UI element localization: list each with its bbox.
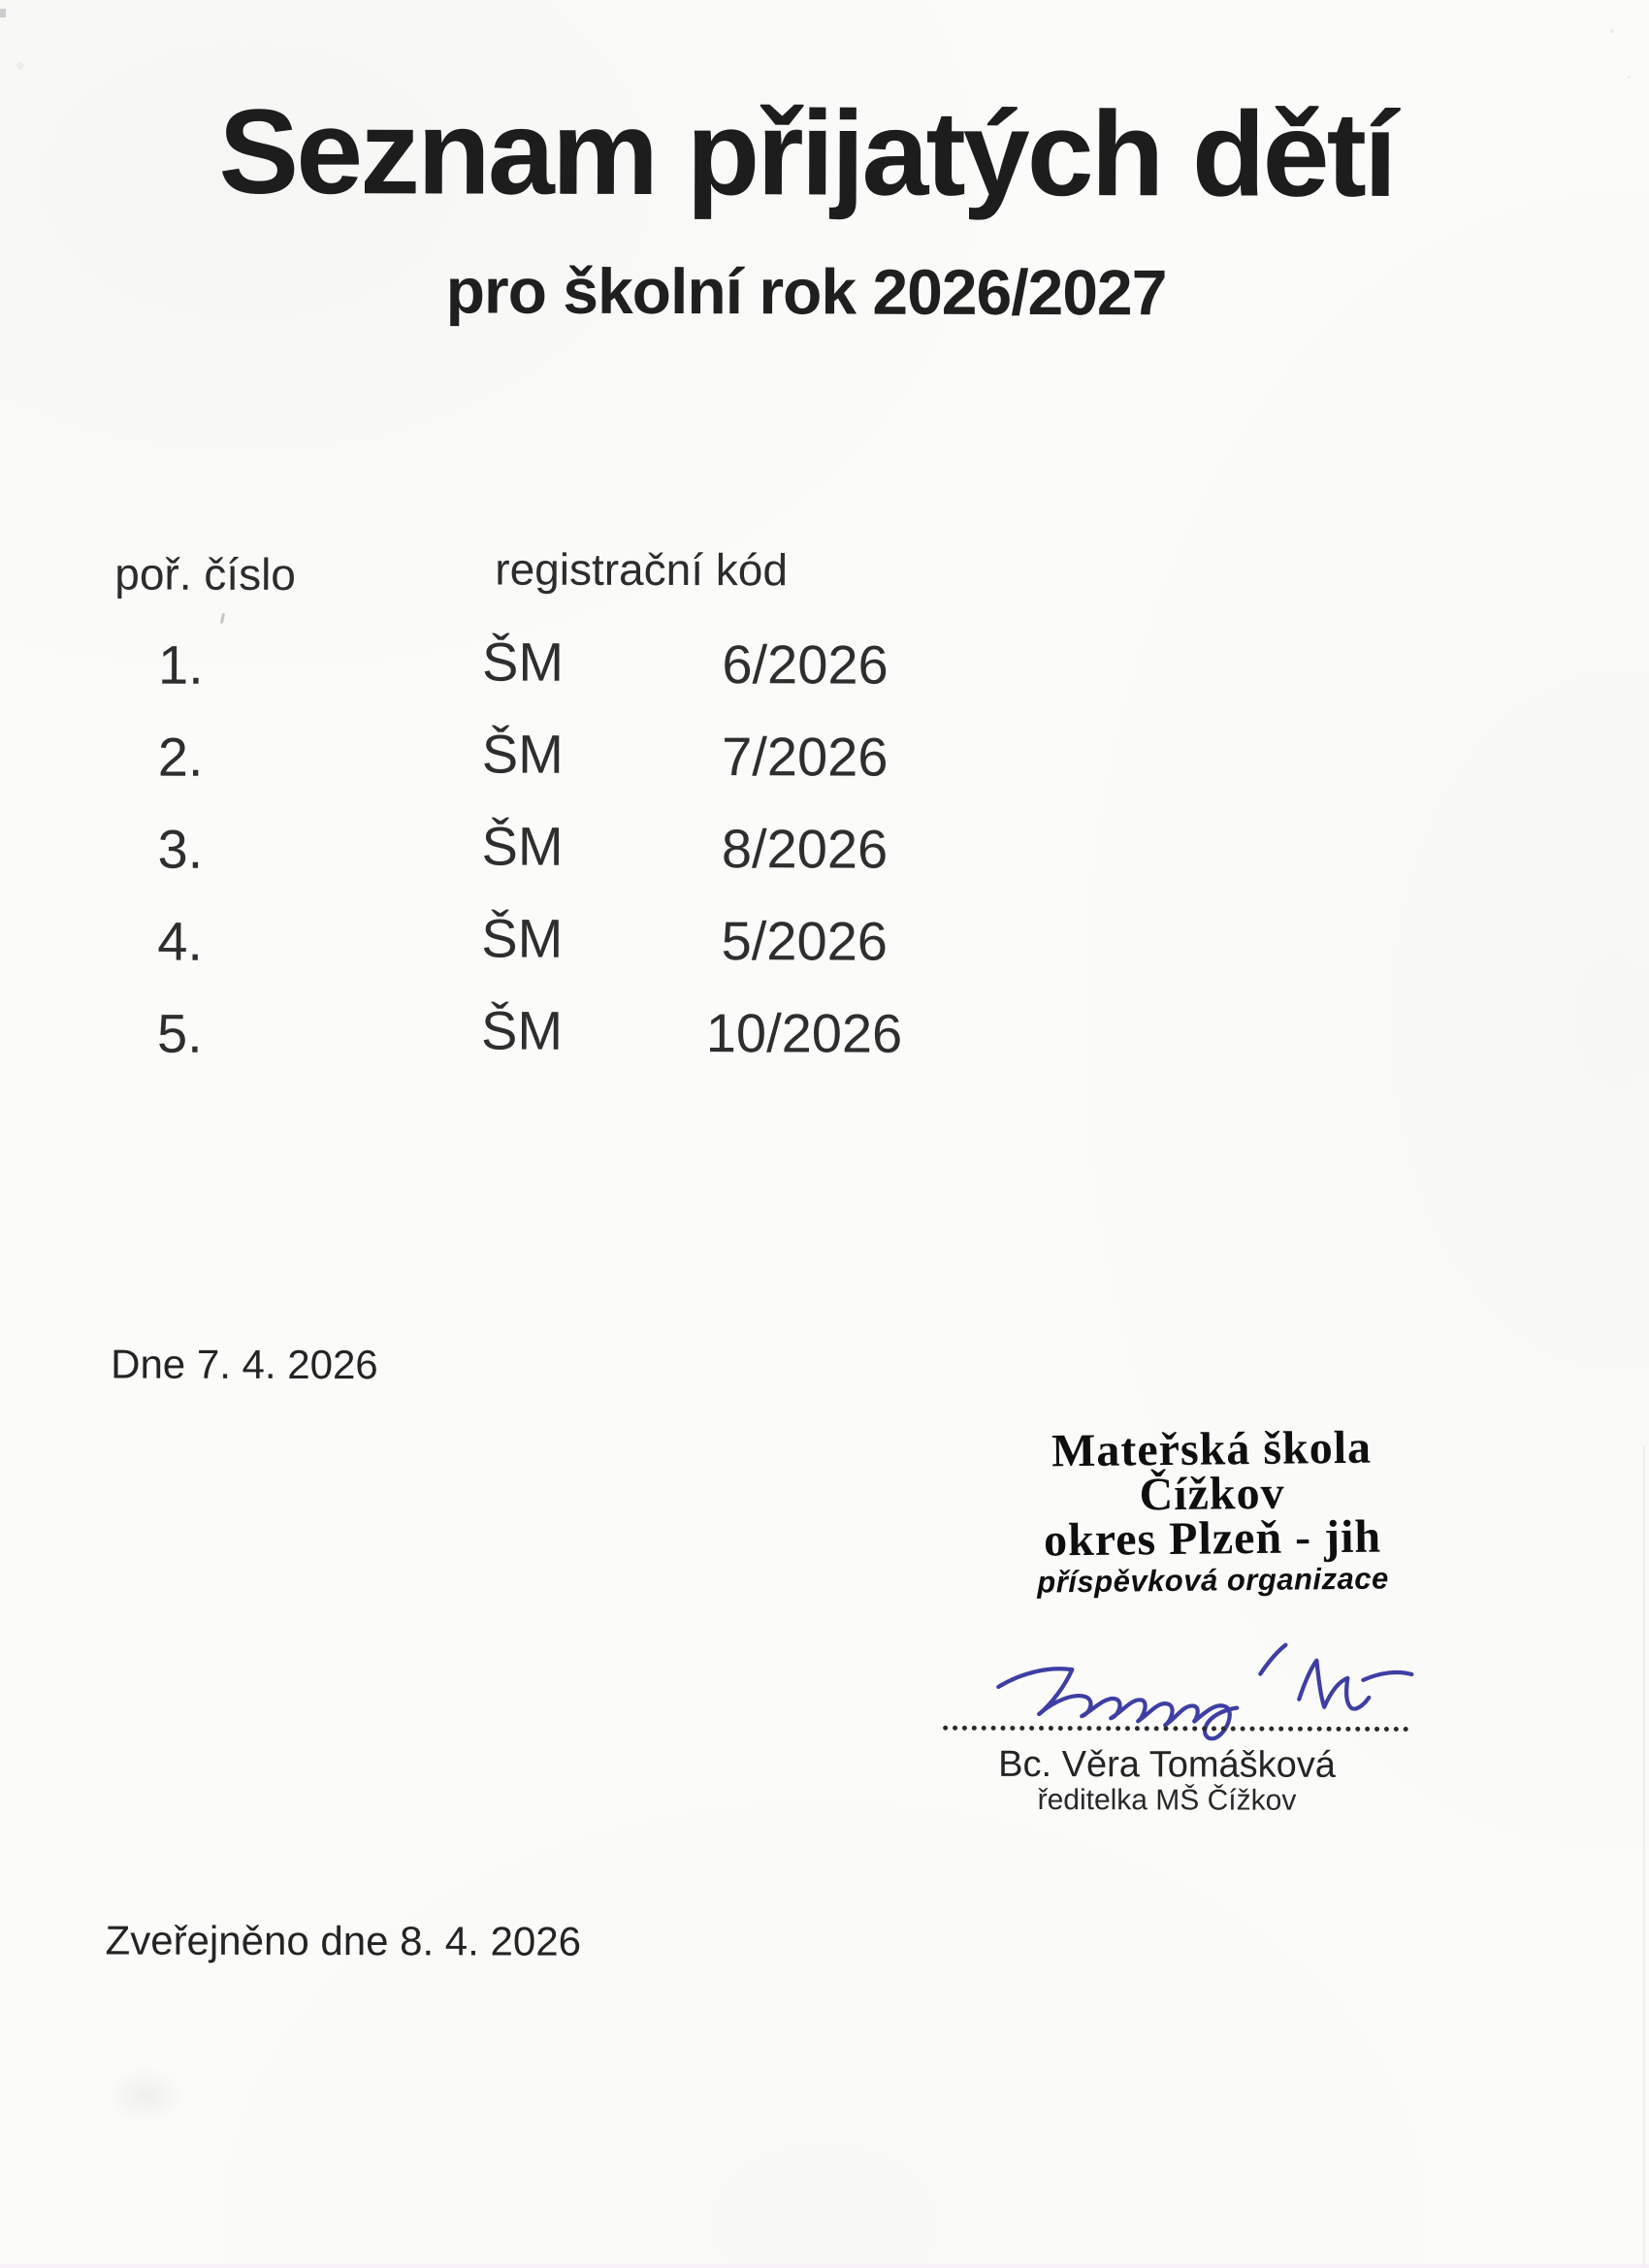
table-row <box>0 988 1066 1083</box>
order-number-cell: 1. <box>157 633 204 696</box>
decision-date: Dne 7. 4. 2026 <box>111 1341 378 1388</box>
registration-code-cell: 8/2026 <box>721 818 889 880</box>
scan-artifact-speck <box>16 62 24 70</box>
column-header-order-number: poř. číslo <box>114 548 296 600</box>
registration-code-cell: 10/2026 <box>705 1002 903 1064</box>
signature-ink-path <box>1260 1645 1285 1674</box>
order-number-cell: 4. <box>157 910 204 972</box>
scan-artifact-speck <box>1628 76 1631 79</box>
stamp-line-org-type: příspěvková organizace <box>1037 1561 1389 1600</box>
published-date: Zveřejněno dne 8. 4. 2026 <box>105 1917 582 1964</box>
table-row <box>0 619 1067 714</box>
signature-ink-path <box>1299 1661 1369 1709</box>
signatory-role: ředitelka MŠ Čížkov <box>1037 1784 1297 1817</box>
document-title: Seznam přijatých dětí <box>218 84 1395 222</box>
column-header-registration-code: registrační kód <box>495 543 789 596</box>
order-number-cell: 3. <box>157 818 204 880</box>
registration-code-cell: 5/2026 <box>721 910 889 972</box>
accepted-children-table <box>0 619 1067 1083</box>
document-subtitle: pro školní rok 2026/2027 <box>445 254 1167 329</box>
code-prefix-cell: ŠM <box>481 631 565 693</box>
order-number-cell: 5. <box>156 1002 203 1064</box>
signature-dotted-line <box>943 1704 1408 1732</box>
code-prefix-cell: ŠM <box>481 907 564 969</box>
registration-code-cell: 7/2026 <box>722 726 889 788</box>
stamp-line-district: okres Plzeň - jih <box>1043 1510 1382 1567</box>
code-prefix-cell: ŠM <box>481 815 564 877</box>
scan-artifact-edge-line <box>1643 1445 1645 2268</box>
order-number-cell: 2. <box>157 726 204 788</box>
table-row <box>0 895 1066 990</box>
table-row <box>0 803 1067 898</box>
code-prefix-cell: ŠM <box>481 723 564 785</box>
scan-artifact-speck <box>1610 29 1614 33</box>
signatory-name: Bc. Věra Tomášková <box>998 1743 1337 1786</box>
code-prefix-cell: ŠM <box>480 999 564 1061</box>
scan-artifact-corner-mark <box>0 9 6 17</box>
table-row <box>0 711 1067 806</box>
stamp-line-school: Mateřská škola <box>1051 1421 1373 1477</box>
scan-artifact-bottom-edge <box>0 2264 1649 2268</box>
signature-ink-path <box>1363 1672 1411 1680</box>
stamp-line-village: Čížkov <box>1139 1467 1285 1521</box>
scan-artifact-smudge <box>107 2066 184 2124</box>
school-stamp <box>1018 1421 1407 1601</box>
registration-code-cell: 6/2026 <box>722 633 889 696</box>
